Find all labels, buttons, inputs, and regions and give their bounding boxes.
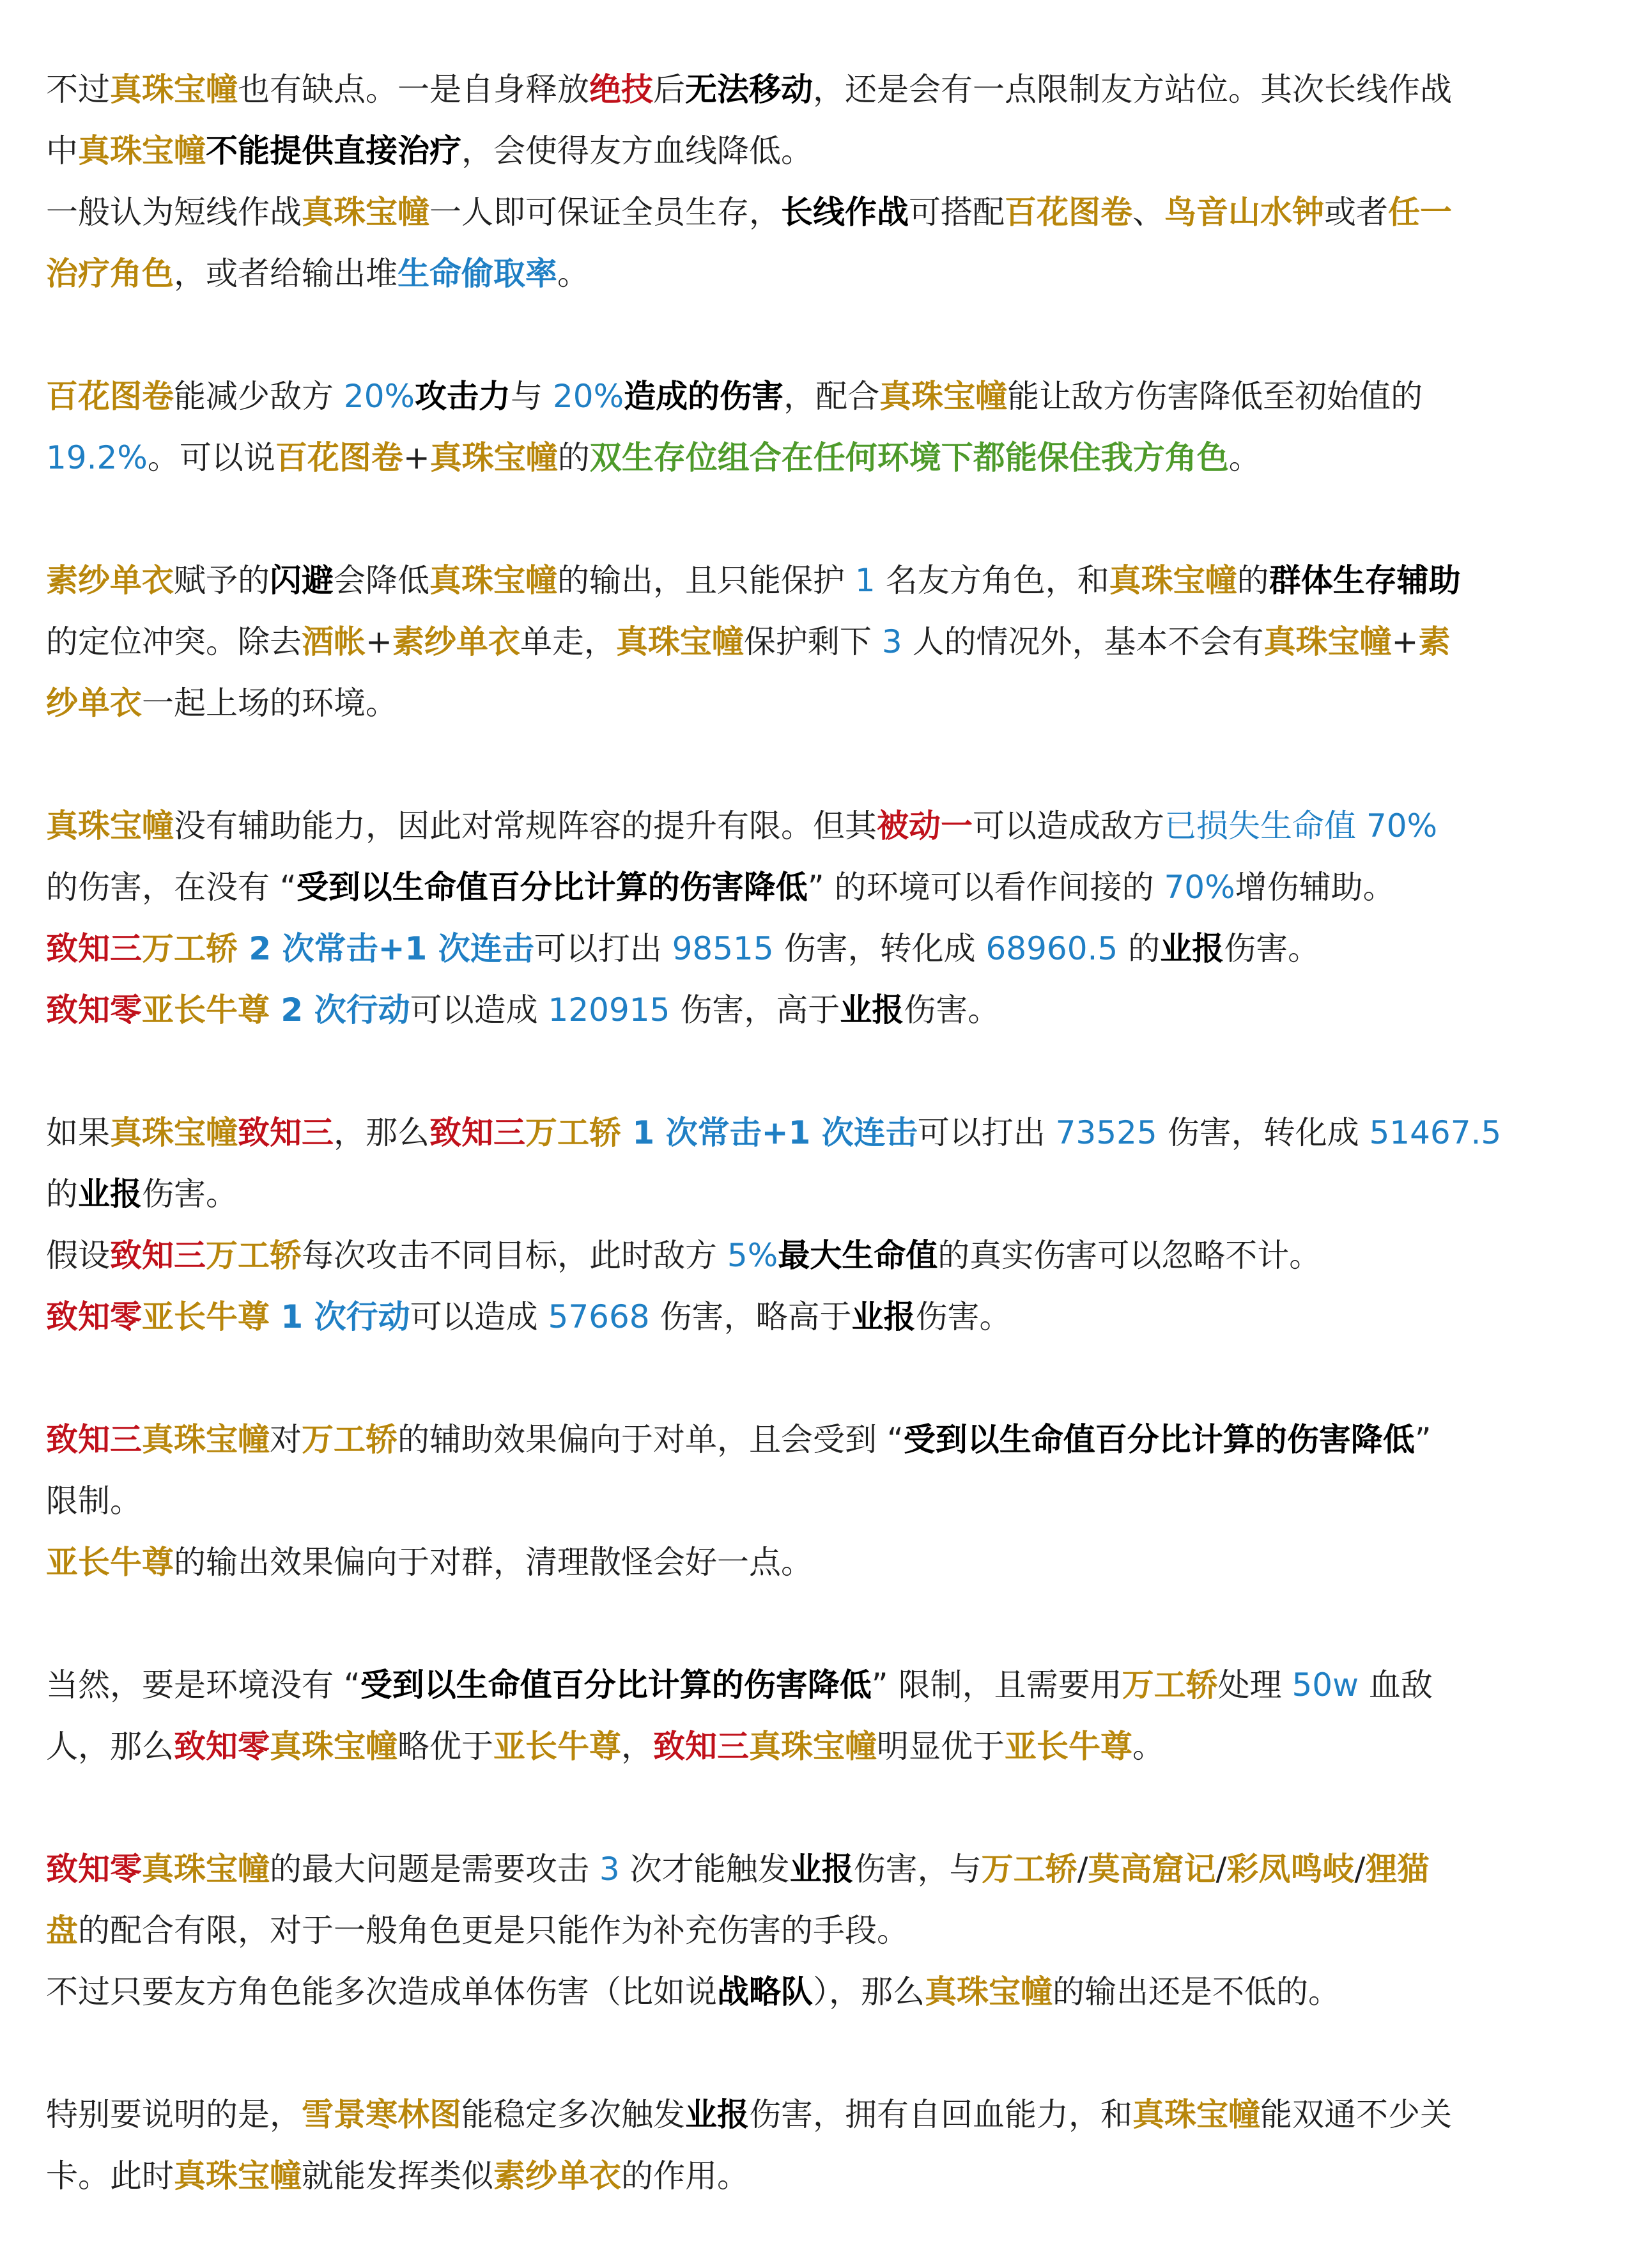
text-run: 可以造成敌方 — [973, 807, 1164, 844]
text-run: 的真实伤害可以忽略不计。 — [938, 1237, 1322, 1274]
text-run: 素纱单衣 — [493, 2157, 621, 2194]
text-run: 伤害，与 — [853, 1851, 982, 1888]
text-run: 酒帐 — [302, 623, 366, 660]
text-run: 伤害，高于 — [670, 991, 840, 1029]
text-run: 长线作战 — [781, 194, 909, 231]
text-run: 伤害，略高于 — [649, 1298, 852, 1335]
text-run: 一人即可保证全员生存， — [429, 194, 781, 231]
text-run: 的配合有限，对于一般角色更是只能作为补充伤害的手段。 — [78, 1912, 909, 1949]
text-run: 业报 — [78, 1176, 142, 1213]
paragraph — [46, 1409, 1593, 1593]
text-run: 不过 — [46, 71, 110, 108]
text-line — [46, 243, 1593, 304]
text-run: 可以打出 — [534, 930, 672, 967]
text-run: 没有辅助能力，因此对常规阵容的提升有限。但其 — [174, 807, 877, 844]
text-run: 特别要说明的是， — [46, 2096, 302, 2133]
text-run: 群体生存辅助 — [1269, 562, 1461, 599]
text-run: 业报 — [789, 1851, 854, 1888]
text-run: 68960.5 — [985, 930, 1118, 967]
text-run: 致知三 — [238, 1114, 334, 1151]
text-run: 亚长牛尊 — [142, 991, 270, 1029]
text-run: 98515 — [672, 930, 774, 967]
text-run: 名友方角色，和 — [875, 562, 1109, 599]
text-run: 中 — [46, 132, 78, 169]
text-line — [46, 366, 1593, 427]
text-run: 狸猫 — [1365, 1851, 1430, 1888]
text-run: 亚长牛尊 — [1005, 1728, 1132, 1765]
text-line — [46, 1532, 1593, 1593]
text-line — [46, 1838, 1593, 1900]
text-run: 伤害。 — [915, 1298, 1012, 1335]
text-line — [46, 1102, 1593, 1163]
text-run: 每次攻击不同目标，此时敌方 — [302, 1237, 727, 1274]
text-line — [46, 979, 1593, 1041]
text-run: 亚长牛尊 — [493, 1728, 621, 1765]
text-run: 致知零 — [46, 1298, 142, 1335]
text-run: 伤害，拥有自回血能力，和 — [749, 2096, 1132, 2133]
text-run: 1 — [854, 562, 876, 599]
text-run: 素纱单衣 — [46, 562, 174, 599]
text-line — [46, 427, 1593, 488]
text-line — [46, 795, 1593, 857]
text-run: 真珠宝幢 — [1132, 2096, 1260, 2133]
text-run: 2 次行动 — [270, 991, 410, 1029]
text-run: 的输出效果偏向于对群，清理散怪会好一点。 — [174, 1544, 813, 1581]
text-line — [46, 1961, 1593, 2023]
text-run: 致知三 — [46, 1421, 142, 1458]
text-run: ，配合 — [783, 378, 880, 415]
text-run: 1 次行动 — [270, 1298, 410, 1335]
text-run: 。可以说 — [147, 439, 275, 476]
text-run: 真珠宝幢 — [1109, 562, 1237, 599]
text-run: 受到以生命值百分比计算的伤害降低 — [296, 869, 808, 906]
text-run: 素 — [1418, 623, 1451, 660]
text-run: 无法移动 — [685, 71, 813, 108]
text-run: 鸟音山水钟 — [1164, 194, 1324, 231]
text-line — [46, 1716, 1593, 1777]
text-run: 真珠宝幢 — [174, 2157, 302, 2194]
text-run: 的定位冲突。除去 — [46, 623, 302, 660]
text-run: 后 — [653, 71, 685, 108]
text-run: 血敌 — [1359, 1666, 1433, 1704]
text-run: 明显优于 — [877, 1728, 1005, 1765]
text-run: 万工轿 — [142, 930, 238, 967]
text-run: 绝技 — [589, 71, 653, 108]
text-run: 不能提供直接治疗 — [206, 132, 461, 169]
text-run: 受到以生命值百分比计算的伤害降低 — [903, 1421, 1415, 1458]
text-run: 生命偷取率 — [397, 255, 557, 292]
text-run: 人，那么 — [46, 1728, 174, 1765]
text-run: 假设 — [46, 1237, 110, 1274]
text-run: 致知零 — [174, 1728, 270, 1765]
text-run: 。 — [557, 255, 589, 292]
text-run: 百花图卷 — [275, 439, 403, 476]
text-run: 造成的伤害 — [624, 378, 784, 415]
text-run: / — [1215, 1851, 1227, 1888]
text-run: + — [1391, 623, 1419, 660]
text-run: 人的情况外，基本不会有 — [902, 623, 1264, 660]
text-line — [46, 1163, 1593, 1225]
text-run: 略优于 — [397, 1728, 493, 1765]
text-run: 一般认为短线作战 — [46, 194, 302, 231]
text-run: 可搭配 — [909, 194, 1005, 231]
text-run: / — [1354, 1851, 1366, 1888]
text-run: 百花图卷 — [1005, 194, 1132, 231]
text-run: 伤害。 — [142, 1176, 238, 1213]
text-run: 的辅助效果偏向于对单，且会受到 “ — [397, 1421, 904, 1458]
text-run: 万工轿 — [302, 1421, 397, 1458]
text-run: 卡。此时 — [46, 2157, 174, 2194]
text-run: 能让敌方伤害降低至初始值的 — [1007, 378, 1423, 415]
text-run: 真珠宝幢 — [749, 1728, 877, 1765]
text-run: 如果 — [46, 1114, 110, 1151]
text-run: 与 — [511, 378, 553, 415]
text-run: 的 — [557, 439, 590, 476]
text-run: 业报 — [685, 2096, 749, 2133]
text-run: 盘 — [46, 1912, 78, 1949]
text-run: 纱单衣 — [46, 685, 142, 722]
text-run: 能减少敌方 — [174, 378, 344, 415]
text-run: 的 — [1237, 562, 1269, 599]
text-line — [46, 611, 1593, 672]
text-run: 致知三 — [429, 1114, 525, 1151]
text-run: / — [1077, 1851, 1088, 1888]
text-run: 的最大问题是需要攻击 — [270, 1851, 599, 1888]
text-run: 120915 — [548, 991, 670, 1029]
text-run: 3 — [881, 623, 902, 660]
text-run: 闪避 — [270, 562, 334, 599]
text-run: 万工轿 — [1122, 1666, 1218, 1704]
article-body — [46, 59, 1593, 2268]
text-run: ，会使得友方血线降低。 — [461, 132, 813, 169]
text-run: 的作用。 — [621, 2157, 749, 2194]
text-run: 致知零 — [46, 1851, 142, 1888]
text-run: 真珠宝幢 — [46, 807, 174, 844]
text-run: 。 — [1132, 1728, 1164, 1765]
text-run: 攻击力 — [415, 378, 511, 415]
text-run: 增伤辅助。 — [1235, 869, 1395, 906]
text-run: 真珠宝幢 — [270, 1728, 397, 1765]
text-run: 已损失生命值 70% — [1164, 807, 1438, 844]
paragraph — [46, 1654, 1593, 1777]
text-run: 3 — [599, 1851, 620, 1888]
text-run: 真珠宝幢 — [142, 1851, 270, 1888]
text-run: 的 — [1118, 930, 1161, 967]
text-run: 会降低 — [334, 562, 429, 599]
text-run: 万工轿 — [525, 1114, 621, 1151]
text-run: 雪景寒林图 — [302, 2096, 461, 2133]
text-run: 真珠宝幢 — [429, 562, 557, 599]
text-line — [46, 918, 1593, 979]
text-run: 赋予的 — [174, 562, 270, 599]
text-run: 真珠宝幢 — [615, 623, 744, 660]
text-run: ，那么 — [334, 1114, 429, 1151]
text-run: 真珠宝幢 — [429, 439, 558, 476]
text-line — [46, 550, 1593, 611]
text-line — [46, 857, 1593, 918]
text-line — [46, 1654, 1593, 1716]
text-line — [46, 120, 1593, 182]
text-run: 能双通不少关 — [1260, 2096, 1452, 2133]
text-run: 百花图卷 — [46, 378, 174, 415]
text-run: 素纱单衣 — [392, 623, 520, 660]
text-run: 致知三 — [46, 930, 142, 967]
text-run: 处理 — [1217, 1666, 1292, 1704]
text-run: 保护剩下 — [743, 623, 882, 660]
text-run: 亚长牛尊 — [46, 1544, 174, 1581]
text-line — [46, 1409, 1593, 1470]
text-run: 对 — [270, 1421, 302, 1458]
text-line — [46, 2084, 1593, 2145]
text-run: ” 限制，且需要用 — [871, 1666, 1122, 1704]
text-run: 20% — [552, 378, 624, 415]
text-run: 真珠宝幢 — [78, 132, 206, 169]
text-run: 最大生命值 — [778, 1237, 938, 1274]
text-run: 57668 — [548, 1298, 650, 1335]
text-run: 次才能触发 — [619, 1851, 790, 1888]
paragraph — [46, 1102, 1593, 1348]
text-run: 致知零 — [46, 991, 142, 1029]
text-run: 业报 — [851, 1298, 916, 1335]
text-run: 70% — [1164, 869, 1235, 906]
text-run: 可以造成 — [410, 1298, 548, 1335]
text-run: 的 — [46, 1176, 78, 1213]
paragraph — [46, 366, 1593, 488]
text-run: + — [366, 623, 392, 660]
text-run: 任一 — [1388, 194, 1452, 231]
text-line — [46, 1900, 1593, 1961]
text-run: 的输出，且只能保护 — [557, 562, 855, 599]
text-run: 19.2% — [46, 439, 148, 476]
text-run: ” — [1414, 1421, 1432, 1458]
text-run: 双生存位组合在任何环境下都能保住我方角色 — [589, 439, 1229, 476]
paragraph — [46, 795, 1593, 1041]
text-run: 也有缺点。一是自身释放 — [238, 71, 589, 108]
text-line — [46, 2145, 1593, 2207]
text-run: 、 — [1132, 194, 1164, 231]
text-run: 莫高窟记 — [1088, 1851, 1216, 1888]
text-run: 致知三 — [653, 1728, 749, 1765]
text-run: + — [403, 439, 430, 476]
text-run: 不过只要友方角色能多次造成单体伤害（比如说 — [46, 1973, 717, 2010]
text-run: 真珠宝幢 — [110, 1114, 238, 1151]
text-line — [46, 1225, 1593, 1286]
text-run: 受到以生命值百分比计算的伤害降低 — [360, 1666, 872, 1704]
text-run: 致知三 — [110, 1237, 206, 1274]
text-run: 伤害。 — [904, 991, 1000, 1029]
text-run: ，还是会有一点限制友方站位。其次长线作战 — [813, 71, 1452, 108]
text-run: 的伤害，在没有 “ — [46, 869, 297, 906]
text-run: 真珠宝幢 — [925, 1973, 1053, 2010]
text-run: ” 的环境可以看作间接的 — [807, 869, 1164, 906]
text-run: 真珠宝幢 — [1263, 623, 1392, 660]
text-run: 业报 — [840, 991, 904, 1029]
text-run: 业报 — [1160, 930, 1224, 967]
text-run: 的输出还是不低的。 — [1053, 1973, 1340, 2010]
text-run: 真珠宝幢 — [302, 194, 429, 231]
text-line — [46, 182, 1593, 243]
text-run: 真珠宝幢 — [142, 1421, 270, 1458]
text-run: ），那么 — [813, 1973, 925, 2010]
text-run: 就能发挥类似 — [302, 2157, 493, 2194]
text-run: 能稳定多次触发 — [461, 2096, 685, 2133]
text-run: 5% — [727, 1237, 778, 1274]
paragraph — [46, 59, 1593, 304]
text-run: 亚长牛尊 — [142, 1298, 270, 1335]
text-run: 伤害，转化成 — [773, 930, 986, 967]
text-run: 50w — [1292, 1666, 1359, 1704]
text-run: 73525 — [1055, 1114, 1157, 1151]
text-run: 可以打出 — [917, 1114, 1056, 1151]
paragraph — [46, 2084, 1593, 2207]
text-run: 万工轿 — [206, 1237, 302, 1274]
text-run: 真珠宝幢 — [110, 71, 238, 108]
paragraph — [46, 550, 1593, 734]
text-run: 伤害。 — [1224, 930, 1320, 967]
text-run: ，或者给输出堆 — [174, 255, 397, 292]
text-run: ， — [621, 1728, 653, 1765]
text-run: 2 次常击+1 次连击 — [238, 930, 534, 967]
text-run: 一起上场的环境。 — [142, 685, 397, 722]
text-run: 真珠宝幢 — [879, 378, 1008, 415]
text-run: 1 次常击+1 次连击 — [621, 1114, 918, 1151]
text-run: 伤害，转化成 — [1157, 1114, 1370, 1151]
text-run: 治疗角色 — [46, 255, 174, 292]
text-line — [46, 1286, 1593, 1348]
text-run: 。 — [1228, 439, 1261, 476]
text-run: 彩凤鸣岐 — [1226, 1851, 1355, 1888]
text-run: 20% — [343, 378, 415, 415]
text-run: 或者 — [1324, 194, 1388, 231]
text-run: 万工轿 — [981, 1851, 1077, 1888]
text-run: 战略队 — [717, 1973, 813, 2010]
text-run: 可以造成 — [410, 991, 548, 1029]
text-run: 51467.5 — [1369, 1114, 1502, 1151]
text-line — [46, 672, 1593, 734]
text-line — [46, 59, 1593, 120]
text-run: 被动一 — [877, 807, 973, 844]
text-run: 限制。 — [46, 1482, 142, 1519]
text-run: 单走， — [520, 623, 616, 660]
text-line — [46, 1470, 1593, 1532]
text-run: 当然，要是环境没有 “ — [46, 1666, 360, 1704]
paragraph — [46, 1838, 1593, 2023]
